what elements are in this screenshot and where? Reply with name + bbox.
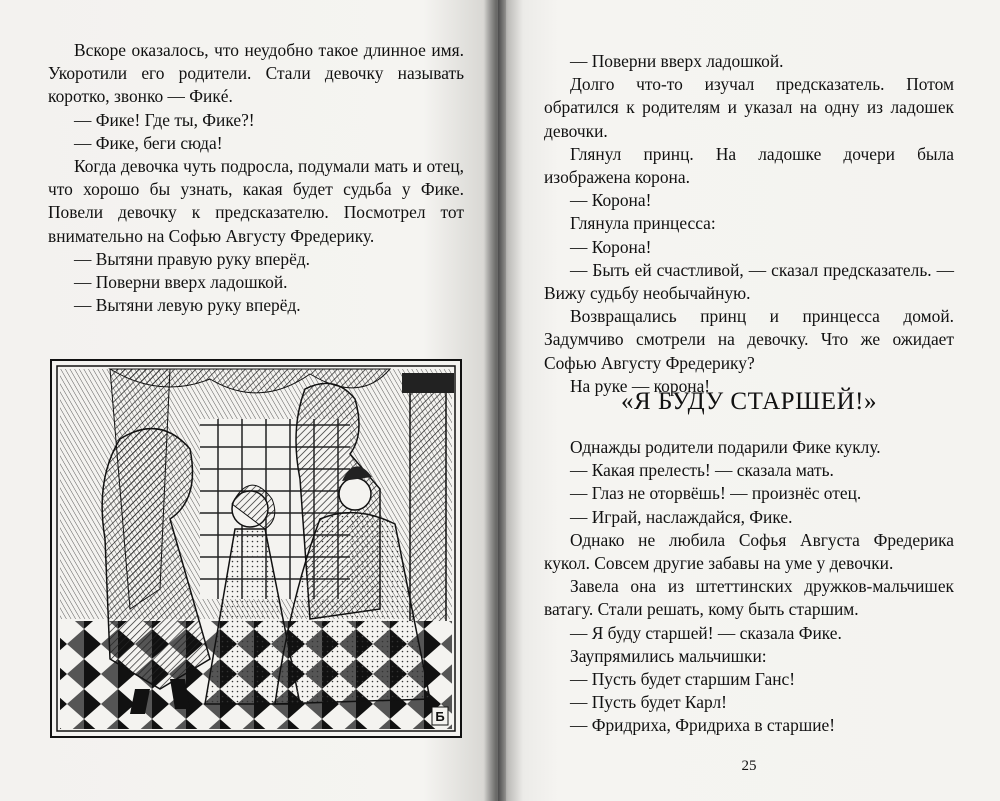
paragraph: — Фике, беги сюда! (74, 132, 223, 153)
paragraph: Однако не любила Софья Августа Фредерика кукол. Совсем другие забавы на уме у девочки. (544, 529, 954, 574)
engraving-fortune-teller-scene-icon (50, 359, 462, 738)
paragraph: — Какая прелесть! — сказала мать. (570, 460, 834, 481)
right-page-text-bottom (544, 436, 954, 738)
paragraph: Глянул принц. На ладошке дочери была изображена корона. (544, 143, 954, 188)
right-page-text-top (544, 50, 954, 398)
paragraph: — Фридриха, Фридриха в старшие! (570, 715, 836, 736)
paragraph: Однажды родители подарили Фике куклу. (570, 437, 881, 457)
engraving-illustration (50, 359, 462, 738)
paragraph: — Вытяни правую руку вперёд. (74, 248, 310, 269)
paragraph: — Поверни вверх ладошкой. (570, 51, 784, 71)
right-page (498, 0, 1000, 801)
paragraph: Завела она из штеттинских дружков-мальчишек ватагу. Стали решать, кому быть старшим. (544, 576, 954, 620)
paragraph: Глянула принцесса: (570, 213, 716, 234)
illustration-signature: Б (435, 709, 445, 724)
page-number: 25 (741, 758, 757, 774)
paragraph: — Поверни вверх ладошкой. (74, 272, 288, 293)
paragraph: — Пусть будет Карл! (570, 692, 727, 713)
paragraph: На руке — корона! (570, 375, 711, 396)
paragraph: Когда девочка чуть подросла, подумали мать и отец, что хорошо бы узнать, какая будет судьба у Фике. Повели девочку к предсказателю. Посмотрел тот внимательно на Софью Августу Фредерику. (48, 156, 464, 246)
left-page-text (48, 39, 464, 317)
paragraph: — Корона! (570, 236, 652, 257)
left-page (0, 0, 498, 801)
paragraph: Вскоре оказалось, что неудобно такое длинное имя. Укоротили его родители. Стали девочку называть коротко, звонко — Фикé. (48, 40, 464, 107)
paragraph: — Пусть будет старшим Ганс! (570, 669, 796, 690)
paragraph: — Глаз не оторвёшь! — произнёс отец. (570, 483, 862, 504)
paragraph: — Вытяни левую руку вперёд. (74, 295, 301, 316)
paragraph: — Играй, наслаждайся, Фике. (570, 506, 793, 527)
book-gutter-shadow (484, 0, 506, 801)
paragraph: — Я буду старшей! — сказала Фике. (570, 622, 842, 643)
paragraph: — Быть ей счастливой, — сказал предсказатель. — Вижу судьбу необычайную. (544, 259, 954, 304)
chapter-heading: «Я БУДУ СТАРШЕЙ!» (621, 388, 877, 415)
paragraph: — Фике! Где ты, Фике?! (74, 109, 255, 130)
paragraph: Возвращались принц и принцесса домой. Задумчиво смотрели на девочку. Что же ожидает Софью Августу Фредерику? (544, 306, 954, 373)
paragraph: — Корона! (570, 190, 652, 211)
paragraph: Заупрямились мальчишки: (570, 645, 767, 666)
paragraph: Долго что-то изучал предсказатель. Потом обратился к родителям и указал на одну из ладошек девочки. (544, 74, 954, 141)
